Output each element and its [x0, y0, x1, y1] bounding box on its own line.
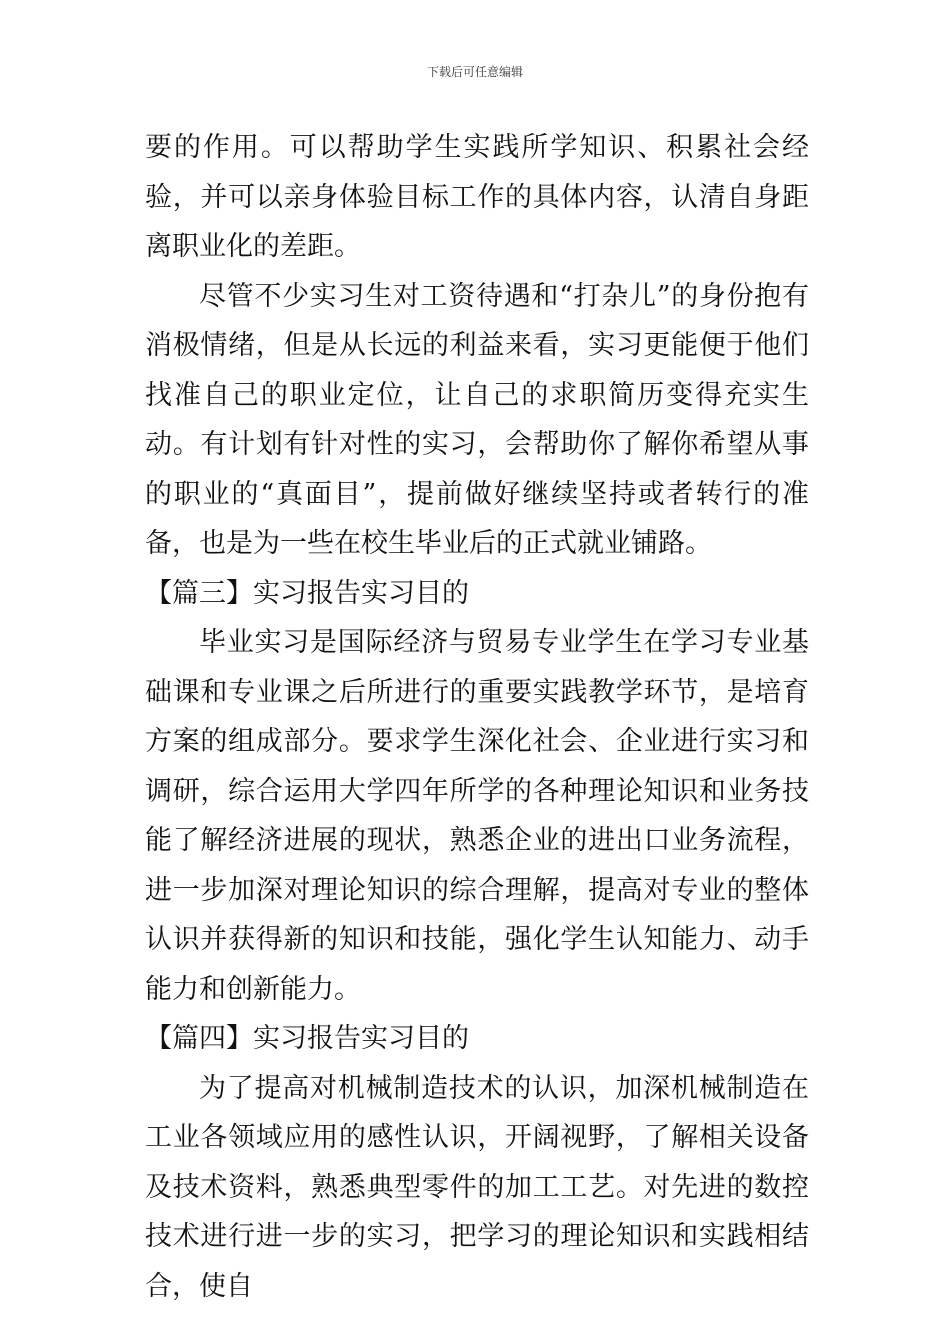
section-heading-part-four: 【篇四】实习报告实习目的	[145, 1023, 469, 1054]
document-body	[145, 123, 809, 1311]
paragraph-graduation-internship: 毕业实习是国际经济与贸易专业学生在学习专业基础课和专业课之后所进行的重要实践教学环节，是培育方案的组成部分。要求学生深化社会、企业进行实习和调研，综合运用大学四年所学的各种理论知识和业务技能了解经济进展的现状，熟悉企业的进出口业务流程，进一步加深对理论知识的综合理解，提高对专业的整体认识并获得新的知识和技能，强化学生认知能力、动手能力和创新能力。	[145, 627, 809, 1005]
paragraph-mechanical-manufacturing: 为了提高对机械制造技术的认识，加深机械制造在工业各领域应用的感性认识，开阔视野，了解相关设备及技术资料，熟悉典型零件的加工工艺。对先进的数控技术进行进一步的实习，把学习的理论知识和实践相结合，使自	[145, 1072, 809, 1302]
paragraph-internship-attitude: 尽管不少实习生对工资待遇和“打杂儿”的身份抱有消极情绪，但是从长远的利益来看，实习更能便于他们找准自己的职业定位，让自己的求职简历变得充实生动。有计划有针对性的实习，会帮助你了解你希望从事的职业的“真面目”，提前做好继续坚持或者转行的准备，也是为一些在校生毕业后的正式就业铺路。	[145, 280, 809, 559]
paragraph-continued: 要的作用。可以帮助学生实践所学知识、积累社会经验，并可以亲身体验目标工作的具体内容，认清自身距离职业化的差距。	[145, 132, 809, 262]
page-header-note: 下载后可任意编辑	[426, 65, 523, 79]
section-heading-part-three: 【篇三】实习报告实习目的	[145, 577, 469, 609]
